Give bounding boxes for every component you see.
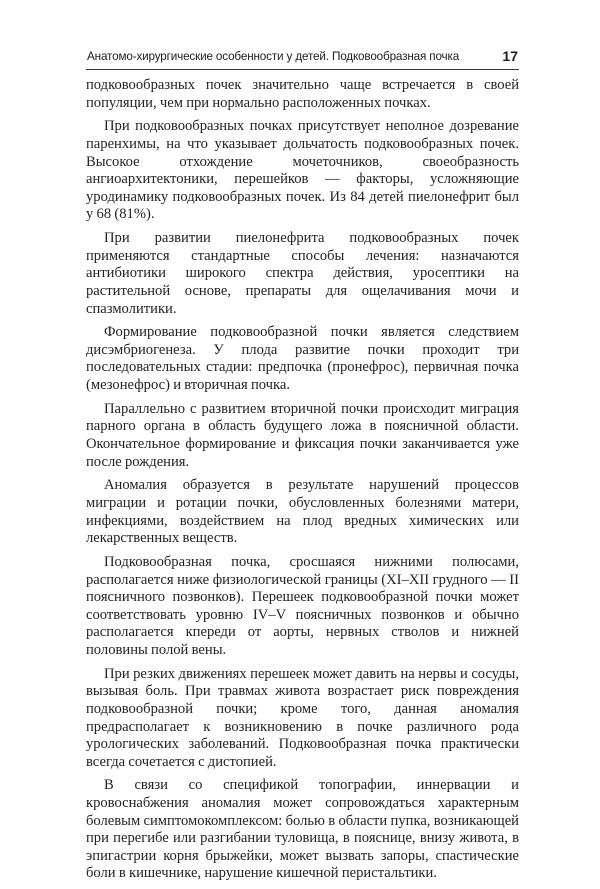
running-header — [86, 49, 519, 70]
paragraph: При подковообразных почках присутствует неполное дозревание паренхимы, на что указывает дольчатость подковообразных почек. Высокое отхождение мочеточников, своеобразность ангиоархитектоники, перешейков — факторы, усложняющие уродинамику подковообразных почек. Из 84 детей пиелонефрит был у 68 (81%). — [86, 118, 519, 223]
paragraph: Подковообразная почка, сросшаяся нижними полюсами, располагается ниже физиологической границы (XI–XII грудного — II поясничного позвонков). Перешеек подковообразной почки может соответствовать уровню IV–V поясничных позвонков и обычно располагается кпереди от аорты, нервных стволов и нижней половины полой вены. — [86, 553, 519, 658]
paragraph: подковообразных почек значительно чаще встречается в своей популяции, чем при нормально расположенных почках. — [86, 77, 519, 111]
paragraph: При резких движениях перешеек может давить на нервы и сосуды, вызывая боль. При травмах живота возрастает риск повреждения подковообразной почки; кроме того, данная аномалия предрасполагает к возникновению в почке различного рода урологических заболеваний. Подковообразная почка практически всегда сочетается с дистопией. — [86, 665, 519, 770]
body-text — [86, 77, 519, 889]
paragraph: При развитии пиелонефрита подковообразных почек применяются стандартные способы лечения: назначаются антибиотики широкого спектра действия, уросептики на растительной основе, препараты для ощелачивания мочи и спазмолитики. — [86, 230, 519, 317]
running-title: Анатомо-хирургические особенности у детей. Подковообразная почка — [87, 50, 460, 63]
paragraph: В связи со спецификой топографии, иннервации и кровоснабжения аномалия может сопровождаться характерным болевым симптомокомплексом: болью в области пупка, возникающей при перегибе или разгибании туловища, в пояснице, внизу живота, в эпигастрии корня брыжейки, может вызвать запоры, спастические боли в кишечнике, нарушение кишечной перистальтики. — [86, 777, 519, 882]
paragraph: Параллельно с развитием вторичной почки происходит миграция парного органа в область будущего ложа в поясничной области. Окончательное формирование и фиксация почки заканчивается уже после рождения. — [86, 400, 519, 470]
paragraph: Аномалия образуется в результате нарушений процессов миграции и ротации почки, обусловленных болезнями матери, инфекциями, воздействием на плод вредных химических или лекарственных веществ. — [86, 477, 519, 547]
page-number: 17 — [502, 48, 518, 64]
paragraph: Формирование подковообразной почки является следствием дисэмбриогенеза. У плода развитие почки проходит три последовательных стадии: предпочка (пронефрос), первичная почка (мезонефрос) и вторичная почка. — [86, 324, 519, 394]
